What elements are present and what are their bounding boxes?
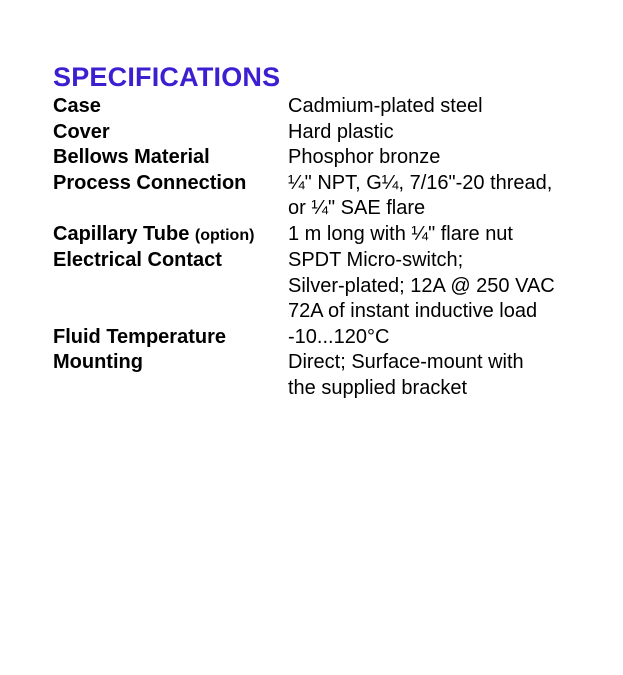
spec-value	[288, 171, 613, 222]
spec-row	[53, 171, 613, 222]
spec-value-line: 1 m long with ¼" flare nut	[288, 222, 513, 245]
spec-value-line: ¼" NPT, G¼, 7/16"-20 thread,	[288, 171, 553, 194]
spec-label-text: Electrical Contact	[53, 249, 222, 271]
spec-label	[53, 171, 288, 197]
spec-label	[53, 222, 288, 249]
spec-value-line: 72A of instant inductive load	[288, 300, 538, 322]
spec-value-line: Direct; Surface-mount with	[288, 351, 524, 373]
spec-value	[288, 120, 613, 146]
spec-label	[53, 325, 288, 351]
spec-label-text: Fluid Temperature	[53, 325, 226, 348]
spec-label	[53, 248, 288, 274]
spec-row	[53, 120, 613, 146]
spec-value-line: Hard plastic	[288, 120, 394, 143]
spec-row	[53, 325, 613, 351]
page-title: SPECIFICATIONS	[53, 62, 281, 92]
spec-row	[53, 145, 613, 171]
spec-value	[288, 145, 613, 171]
spec-value	[288, 248, 613, 325]
spec-label	[53, 145, 288, 171]
spec-value-line: Cadmium-plated steel	[288, 95, 483, 117]
spec-value	[288, 222, 613, 248]
spec-row	[53, 248, 613, 325]
spec-label-text: Case	[53, 95, 101, 117]
spec-label-text: Bellows Material	[53, 146, 210, 168]
spec-row	[53, 350, 613, 401]
spec-table	[53, 94, 613, 401]
spec-value-line: the supplied bracket	[288, 376, 468, 399]
spec-value-line: -10...120°C	[288, 325, 390, 348]
spec-value	[288, 94, 613, 120]
spec-value-line: Phosphor bronze	[288, 146, 441, 168]
spec-label	[53, 120, 288, 146]
spec-label-text: Process Connection	[53, 171, 247, 194]
spec-label	[53, 94, 288, 120]
spec-label-suffix: (option)	[194, 226, 255, 244]
spec-label-text: Mounting	[53, 351, 143, 373]
spec-label-text: Cover	[53, 120, 110, 143]
spec-label	[53, 350, 288, 376]
spec-value	[288, 350, 613, 401]
spec-label-text: Capillary Tube	[53, 222, 190, 245]
spec-value	[288, 325, 613, 351]
spec-row	[53, 94, 613, 120]
spec-value-line: SPDT Micro-switch;	[288, 249, 464, 271]
specifications-section	[53, 60, 613, 401]
spec-value-line: or ¼" SAE flare	[288, 197, 426, 219]
spec-value-line: Silver-plated; 12A @ 250 VAC	[288, 274, 555, 297]
spec-row	[53, 222, 613, 249]
